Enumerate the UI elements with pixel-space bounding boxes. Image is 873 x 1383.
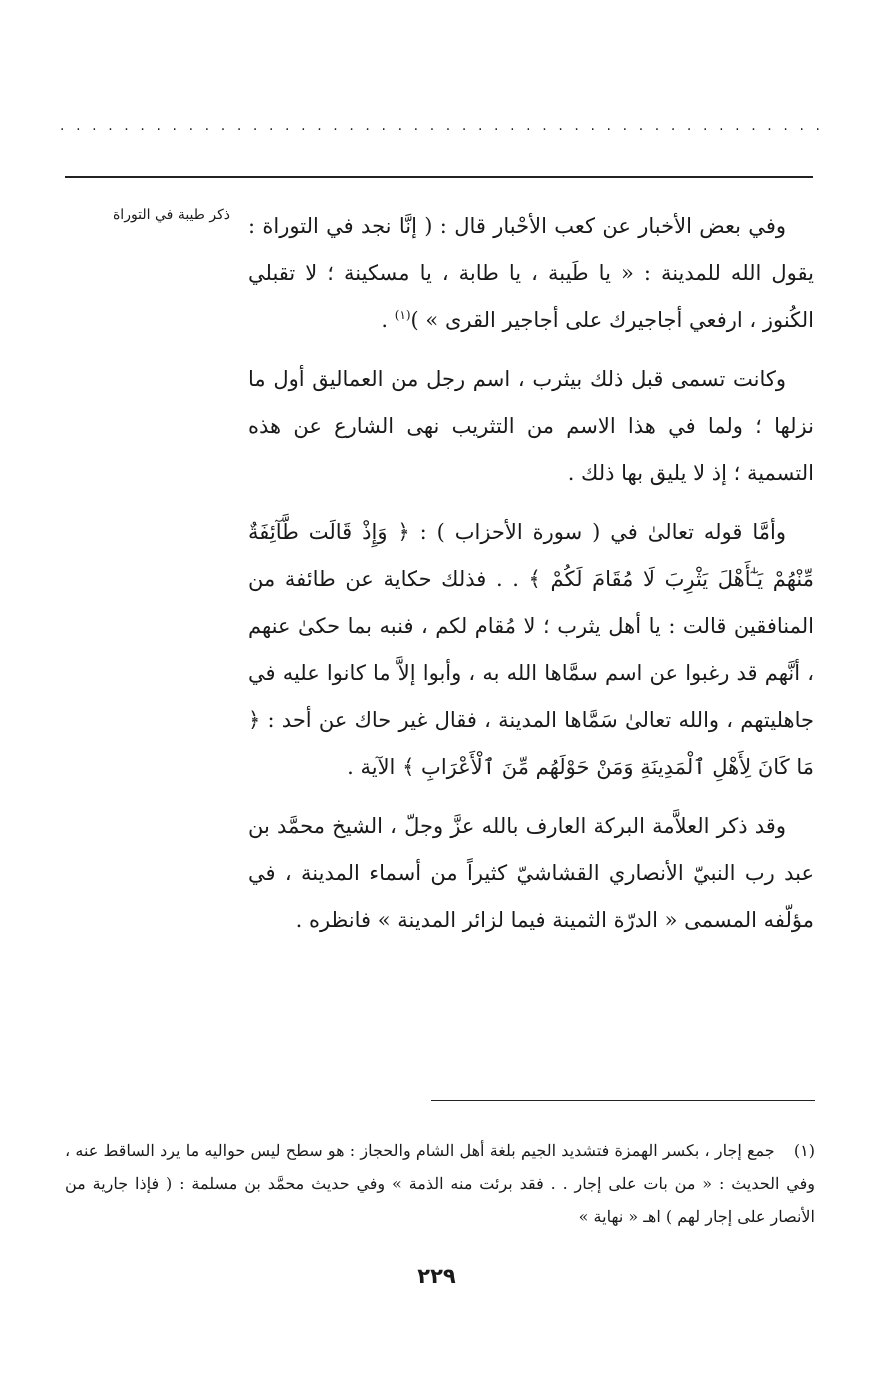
paragraph-1 [248,203,814,344]
paragraph-3: وأمَّا قوله تعالىٰ في ( سورة الأحزاب ) : ﴿ وَإِذْ قَالَت طَّآئِفَةٌ مِّنْهُمْ يَـٰٓأَهْلَ يَثْرِبَ لَا مُقَامَ لَكُمْ ﴾ . . فذلك حكاية عن طائفة من المنافقين قالت : يا أهل يثرب ؛ لا مُقام لكم ، فنبه بما حكىٰ عنهم ، أنَّهم قد رغبوا عن اسم سمَّاها الله به ، وأبوا إلاَّ ما كانوا عليه في جاهليتهم ، والله تعالىٰ سَمَّاها المدينة ، فقال غير حاك عن أحد : ﴿ مَا كَانَ لِأَهْلِ ٱلْمَدِينَةِ وَمَنْ حَوْلَهُم مِّنَ ٱلْأَعْرَابِ ﴾ الآية . [248,520,814,779]
footnote [65,1134,815,1233]
footnote-number: (١) [793,1141,815,1160]
paragraph-2: وكانت تسمى قبل ذلك بيثرب ، اسم رجل من العماليق أول ما نزلها ؛ ولما في هذا الاسم من التثريب نهى الشارع عن هذه التسمية ؛ إذ لا يليق بها ذلك . [248,367,814,485]
paragraph-1-tail: . [381,308,395,332]
footnote-rule [431,1100,815,1101]
margin-note: ذكر طيبة في التوراة [112,207,230,223]
header-dots: . . . . . . . . . . . . . . . . . . . . . . . . . . . . . . . . . . . . . . . . . . . . . . . . [60,118,820,134]
main-text [248,203,814,944]
footnote-text: جمع إجار ، بكسر الهمزة فتشديد الجيم بلغة أهل الشام والحجاز : هو سطح ليس حواليه ما يرد الساقط عنه ، وفي الحديث : « من بات على إجار . . فقد برئت منه الذمة » وفي حديث محمَّد بن مسلمة : ( فإذا جارية من الأنصار على إجار لهم ) اهـ « نهاية » [65,1141,815,1226]
page-number: ٢٢٩ [417,1264,456,1288]
paragraph-4: وقد ذكر العلاَّمة البركة العارف بالله عزَّ وجلّ ، الشيخ محمَّد بن عبد رب النبيّ الأنصاري القشاشيّ كثيراً من أسماء المدينة ، في مؤلّفه المسمى « الدرّة الثمينة فيما لزائر المدينة » فانظره . [248,814,814,932]
footnote-reference: (١) [394,308,411,322]
header-rule [65,176,813,178]
paragraph-1-text: وفي بعض الأخبار عن كعب الأحْبار قال : ( إنَّا نجد في التوراة : يقول الله للمدينة : « يا طَيبة ، يا طابة ، يا مسكينة ؛ لا تقبلي الكُنوز ، ارفعي أجاجيرك على أجاجير القرى » ) [248,214,814,332]
